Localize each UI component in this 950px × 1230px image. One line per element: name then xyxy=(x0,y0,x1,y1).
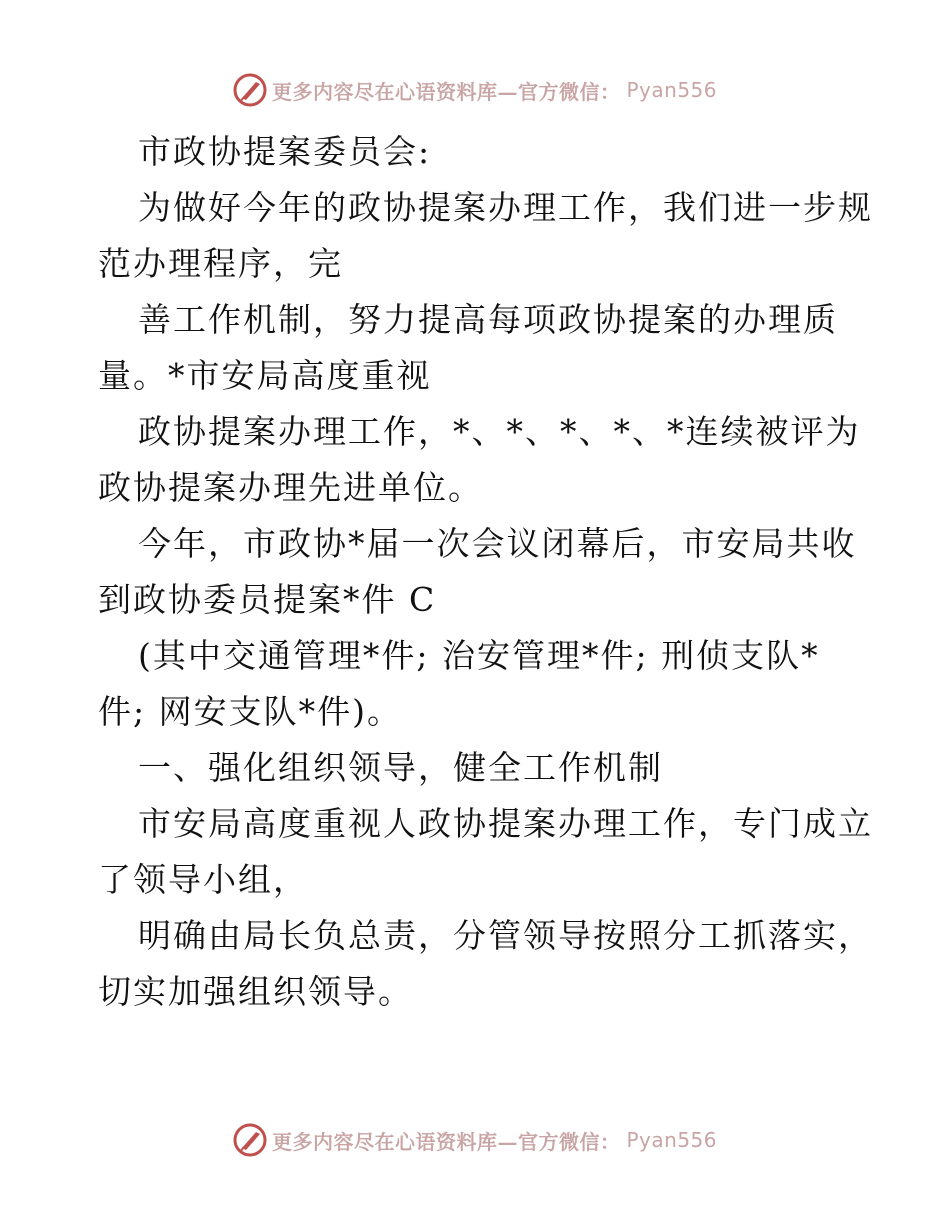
header-watermark-banner xyxy=(232,70,717,110)
paragraph-line: 范办理程序，完 xyxy=(98,244,343,283)
paragraph-line: 明确由局长负总责，分管领导按照分工抓落实， xyxy=(138,916,873,955)
header-banner-contact: Pyan556 xyxy=(626,78,718,102)
paragraph-line: 了领导小组， xyxy=(98,860,308,899)
paragraph-line: 切实加强组织领导。 xyxy=(98,972,413,1011)
paragraph-line: 量。*市安局高度重视 xyxy=(98,356,432,395)
paragraph-line: 市安局高度重视人政协提案办理工作，专门成立 xyxy=(138,804,873,843)
section-heading: 一、强化组织领导，健全工作机制 xyxy=(138,748,663,787)
pen-logo-icon xyxy=(232,1122,268,1158)
paragraph-line: 到政协委员提案*件 C xyxy=(98,580,437,619)
paragraph-line: 件; 网安支队*件)。 xyxy=(98,692,402,731)
paragraph-line: (其中交通管理*件; 治安管理*件; 刑侦支队* xyxy=(138,636,820,675)
paragraph-line: 为做好今年的政协提案办理工作，我们进一步规 xyxy=(138,188,873,227)
paragraph-line: 政协提案办理工作，*、*、*、*、*连续被评为 xyxy=(138,412,861,451)
footer-banner-contact: Pyan556 xyxy=(626,1128,718,1152)
paragraph-line: 今年，市政协*届一次会议闭幕后，市安局共收 xyxy=(138,524,857,563)
pen-logo-icon xyxy=(232,72,268,108)
document-body xyxy=(98,124,888,1020)
header-banner-text: 更多内容尽在心语资料库—官方微信： xyxy=(272,79,621,104)
salutation-line: 市政协提案委员会: xyxy=(138,132,432,171)
footer-watermark-banner xyxy=(232,1120,717,1160)
footer-banner-text: 更多内容尽在心语资料库—官方微信： xyxy=(272,1129,621,1154)
paragraph-line: 善工作机制，努力提高每项政协提案的办理质 xyxy=(138,300,838,339)
paragraph-line: 政协提案办理先进单位。 xyxy=(98,468,483,507)
